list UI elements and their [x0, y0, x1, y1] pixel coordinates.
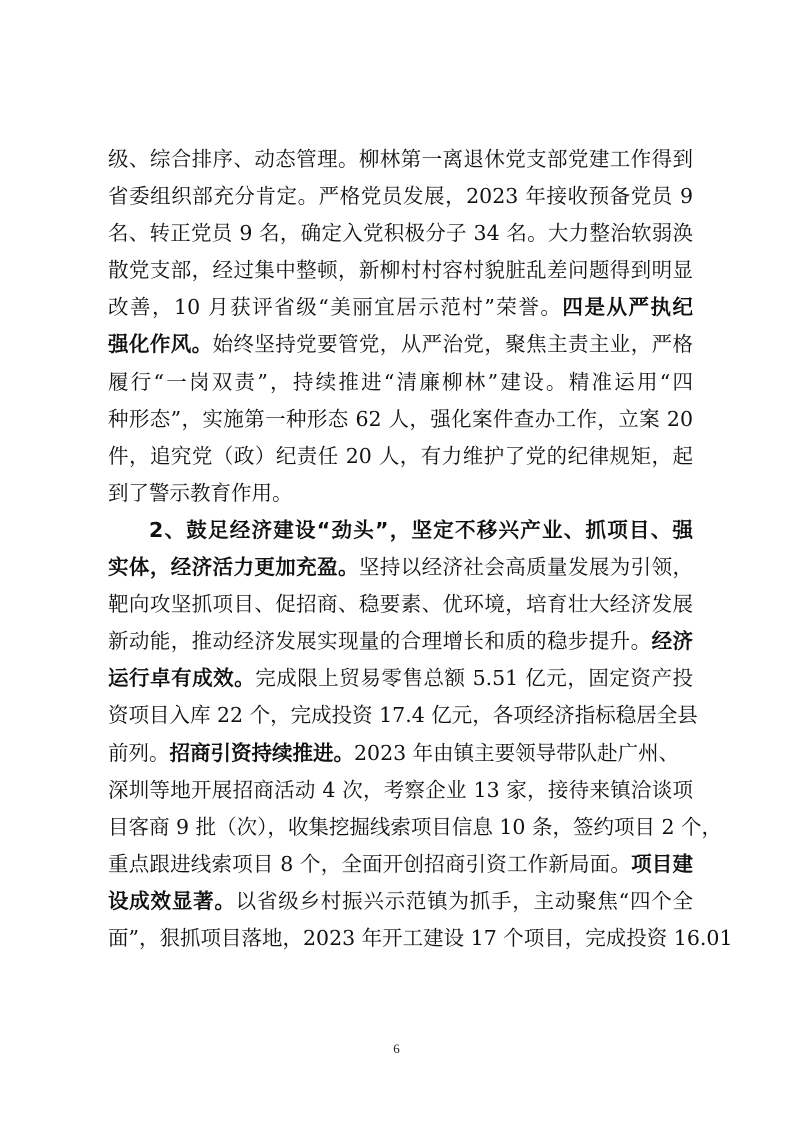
- text-line: [108, 252, 693, 289]
- body-text-segment: 省委组织部充分肯定。严格党员发展，2023 年接收预备党员 9: [108, 184, 693, 209]
- text-line: [108, 215, 693, 252]
- body-text-segment: 深圳等地开展招商活动 4 次，考察企业 13 家，接待来镇洽谈项: [108, 777, 693, 802]
- bold-heading-text: 经济: [651, 629, 694, 654]
- body-text-segment: 件，追究党（政）纪责任 20 人，有力维护了党的纪律规矩，起: [108, 443, 693, 468]
- text-line: [108, 809, 723, 846]
- text-line: [108, 549, 693, 586]
- bold-heading-text: 2、鼓足经济建设“劲头”，坚定不移兴产业、抓项目、强: [149, 517, 693, 542]
- body-text-segment: 散党支部，经过集中整顿，新柳村村容村貌脏乱差问题得到明显: [108, 258, 693, 283]
- body-text-segment: 面”，狠抓项目落地，2023 年开工建设 17 个项目，完成投资 16.01: [108, 925, 733, 950]
- bold-heading-text: 强化作风。: [108, 332, 213, 357]
- text-line: [108, 697, 698, 734]
- body-text-segment: 种形态”，实施第一种形态 62 人，强化案件查办工作，立案 20: [108, 406, 693, 431]
- page-number: 6: [393, 1041, 400, 1056]
- text-line: [108, 623, 693, 660]
- text-line: [108, 364, 693, 401]
- bold-heading-text: 实体，经济活力更加充盈。: [108, 555, 359, 580]
- body-text-segment: 始终坚持党要管党，从严治党，聚焦主责主业，严格: [212, 332, 694, 357]
- body-text-segment: 名、转正党员 9 名，确定入党积极分子 34 名。大力整治软弱涣: [108, 221, 693, 246]
- text-line: [108, 586, 693, 623]
- text-line: [108, 475, 693, 512]
- text-line: [108, 660, 693, 697]
- bold-heading-text: 四是从严执纪: [562, 295, 694, 320]
- text-line: [108, 289, 693, 326]
- body-text-segment: 完成限上贸易零售总额 5.51 亿元，固定资产投: [255, 666, 693, 691]
- text-line: [108, 401, 693, 438]
- text-line: [108, 735, 693, 772]
- bold-heading-text: 设成效显著。: [108, 888, 236, 913]
- body-text-segment: 2023 年由镇主要领导带队赴广州、: [354, 740, 680, 765]
- body-text-segment: 履行“一岗双责”，持续推进“清廉柳林”建设。精准运用“四: [108, 369, 693, 394]
- text-line: [108, 846, 693, 883]
- body-text-segment: 改善，10 月获评省级“美丽宜居示范村”荣誉。: [108, 295, 563, 320]
- body-text-segment: 到了警示教育作用。: [108, 480, 293, 505]
- bold-heading-text: 运行卓有成效。: [108, 666, 256, 691]
- text-line: [108, 772, 693, 809]
- body-text-segment: 以省级乡村振兴示范镇为抓手，主动聚焦“四个全: [235, 888, 693, 913]
- text-line: [108, 883, 693, 920]
- body-text: [108, 141, 733, 957]
- body-text-segment: 前列。: [108, 740, 170, 765]
- body-text-segment: 目客商 9 批（次），收集挖掘线索项目信息 10 条，签约项目 2 个，: [108, 814, 723, 839]
- text-line: [108, 141, 693, 178]
- body-text-segment: 重点跟进线索项目 8 个，全面开创招商引资工作新局面。: [108, 851, 632, 876]
- body-text-segment: 级、综合排序、动态管理。柳林第一离退休党支部党建工作得到: [108, 147, 693, 171]
- text-line: [108, 178, 693, 215]
- text-line: [108, 512, 693, 549]
- text-line: [108, 438, 693, 475]
- bold-heading-text: 项目建: [631, 851, 693, 876]
- body-text-segment: 靶向攻坚抓项目、促招商、稳要素、优环境，培育壮大经济发展: [108, 592, 693, 617]
- body-text-segment: 新动能，推动经济发展实现量的合理增长和质的稳步提升。: [108, 629, 652, 654]
- text-line: [108, 326, 693, 363]
- body-text-segment: 坚持以经济社会高质量发展为引领，: [358, 555, 694, 580]
- body-text-segment: 资项目入库 22 个，完成投资 17.4 亿元，各项经济指标稳居全县: [108, 703, 698, 728]
- text-line: [108, 920, 733, 957]
- bold-heading-text: 招商引资持续推进。: [169, 740, 354, 765]
